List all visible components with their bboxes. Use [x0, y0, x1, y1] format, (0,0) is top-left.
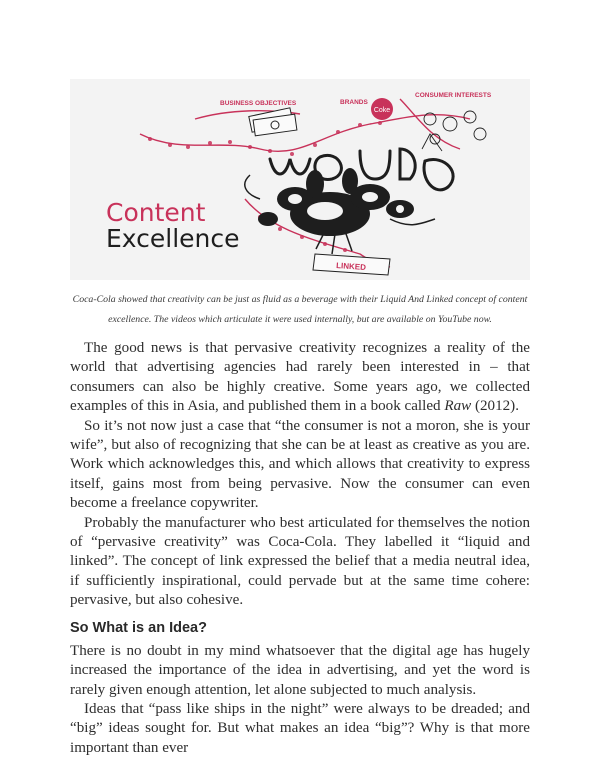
paragraph-5: Ideas that “pass like ships in the night” were always to be dreaded; and “big” ideas sought for. But what makes an idea “big”? Why is that more important than ever [70, 700, 530, 756]
coke-label: Coke [373, 107, 391, 114]
excellence-title: Excellence [106, 224, 240, 253]
book-title: Raw [444, 398, 472, 415]
business-objectives-label: BUSINESS OBJECTIVES [220, 100, 297, 107]
paragraph-1-tail: (2012). [471, 398, 519, 415]
content-excellence-illustration [70, 79, 530, 280]
content-title: Content [106, 198, 206, 227]
paragraph-3: Probably the manufacturer who best articulated for themselves the notion of “pervasive creativity” was Coca-Cola. They labelled it “liquid and linked”. The concept of link expressed the belief that a media neutral idea, if sufficiently inspirational, could pervade but at the same time cohere: pervasive, but also cohesive. [70, 514, 530, 609]
consumer-interests-label: CONSUMER INTERESTS [415, 92, 492, 99]
paragraph-1-text: The good news is that pervasive creativity recognizes a reality of the world that advertising agencies had rarely been interested in – that consumers can also be highly creative. Some years ago, we collected examples of this in Asia, and published them in a book called [70, 340, 530, 415]
paragraph-2: So it’s not now just a case that “the consumer is not a moron, she is your wife”, but also of recognizing that she can be at least as creative as you are. Work which acknowledges this, and which allows that creativity to express itself, gains most from being pervasive. Now the consumer can even become a freelance copywriter. [70, 417, 530, 512]
section-heading: So What is an Idea? [70, 619, 207, 636]
caption-line-1: Coca-Cola showed that creativity can be just as fluid as a beverage with their Liquid And Linked concept of content [72, 294, 528, 305]
figure-caption [70, 290, 530, 330]
linked-label: LINKED [335, 260, 367, 273]
paragraph-1 [70, 339, 530, 417]
caption-line-2: excellence. The videos which articulate it were used internally, but are available on YouTube now. [108, 314, 492, 325]
brands-label: BRANDS [340, 99, 368, 106]
paragraph-4: There is no doubt in my mind whatsoever that the digital age has hugely increased the importance of the idea in advertising, and yet the word is rarely given enough attention, let alone subjected to much analysis. [70, 642, 530, 698]
article-body [70, 339, 530, 758]
